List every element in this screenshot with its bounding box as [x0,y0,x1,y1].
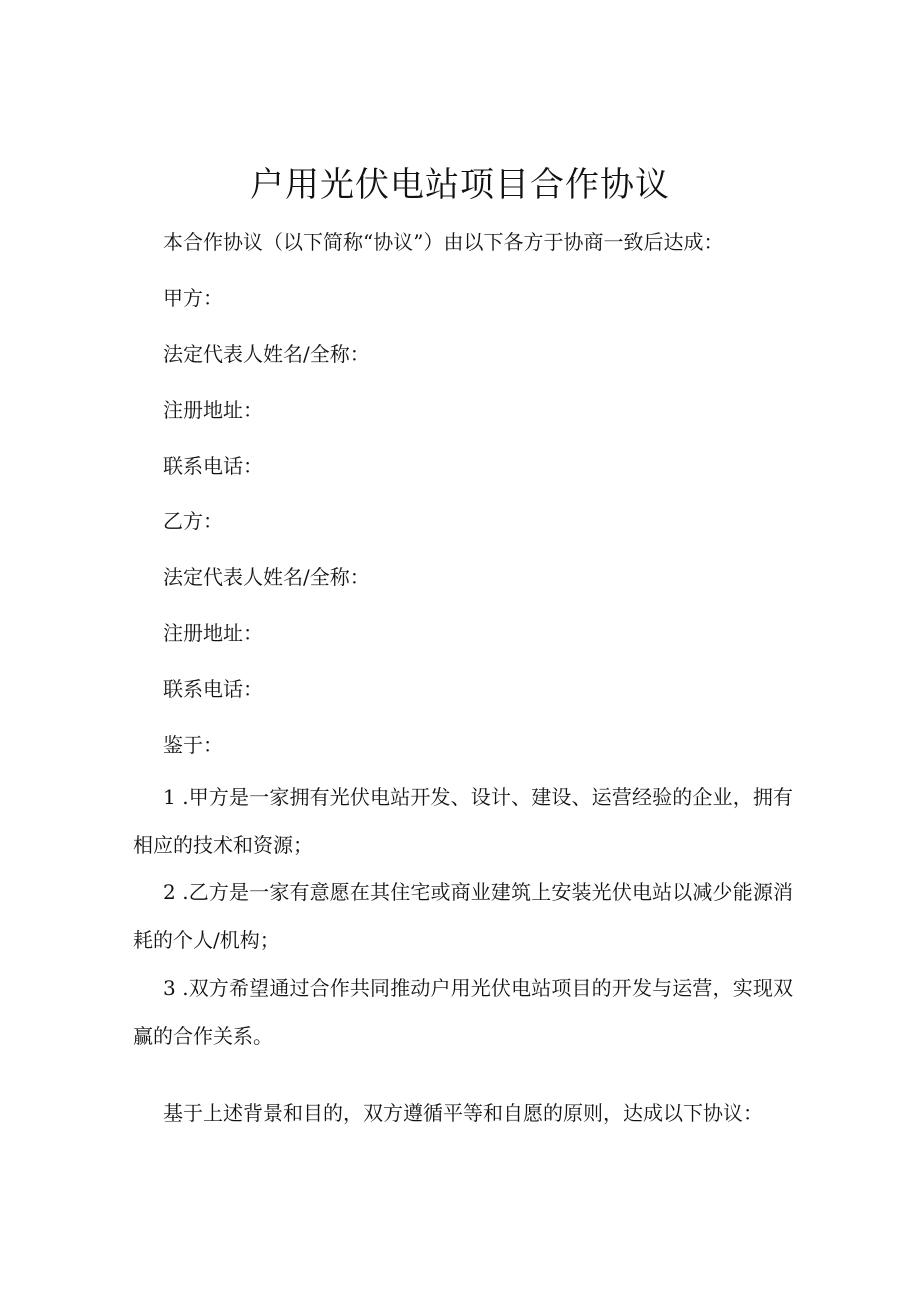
whereas-item-1: 1 .甲方是一家拥有光伏电站开发、设计、建设、运营经验的企业，拥有相应的技术和资源； [133,785,793,857]
party-b-address: 注册地址： [163,621,263,645]
whereas-label: 鉴于： [163,733,223,757]
party-a-representative: 法定代表人姓名/全称： [163,342,370,366]
party-a-label: 甲方： [163,286,223,310]
party-a-phone: 联系电话： [163,454,263,478]
document-title: 户用光伏电站项目合作协议 [250,165,670,205]
conclusion-text: 基于上述背景和目的，双方遵循平等和自愿的原则，达成以下协议： [163,1101,763,1125]
whereas-item-3: 3 .双方希望通过合作共同推动户用光伏电站项目的开发与运营，实现双赢的合作关系。 [133,976,793,1048]
party-b-label: 乙方： [163,509,223,533]
whereas-item-2: 2 .乙方是一家有意愿在其住宅或商业建筑上安装光伏电站以减少能源消耗的个人/机构； [133,880,793,952]
intro-text: 本合作协议（以下简称“协议”）由以下各方于协商一致后达成： [163,230,724,254]
party-b-phone: 联系电话： [163,677,263,701]
party-a-address: 注册地址： [163,398,263,422]
party-b-representative: 法定代表人姓名/全称： [163,565,370,589]
